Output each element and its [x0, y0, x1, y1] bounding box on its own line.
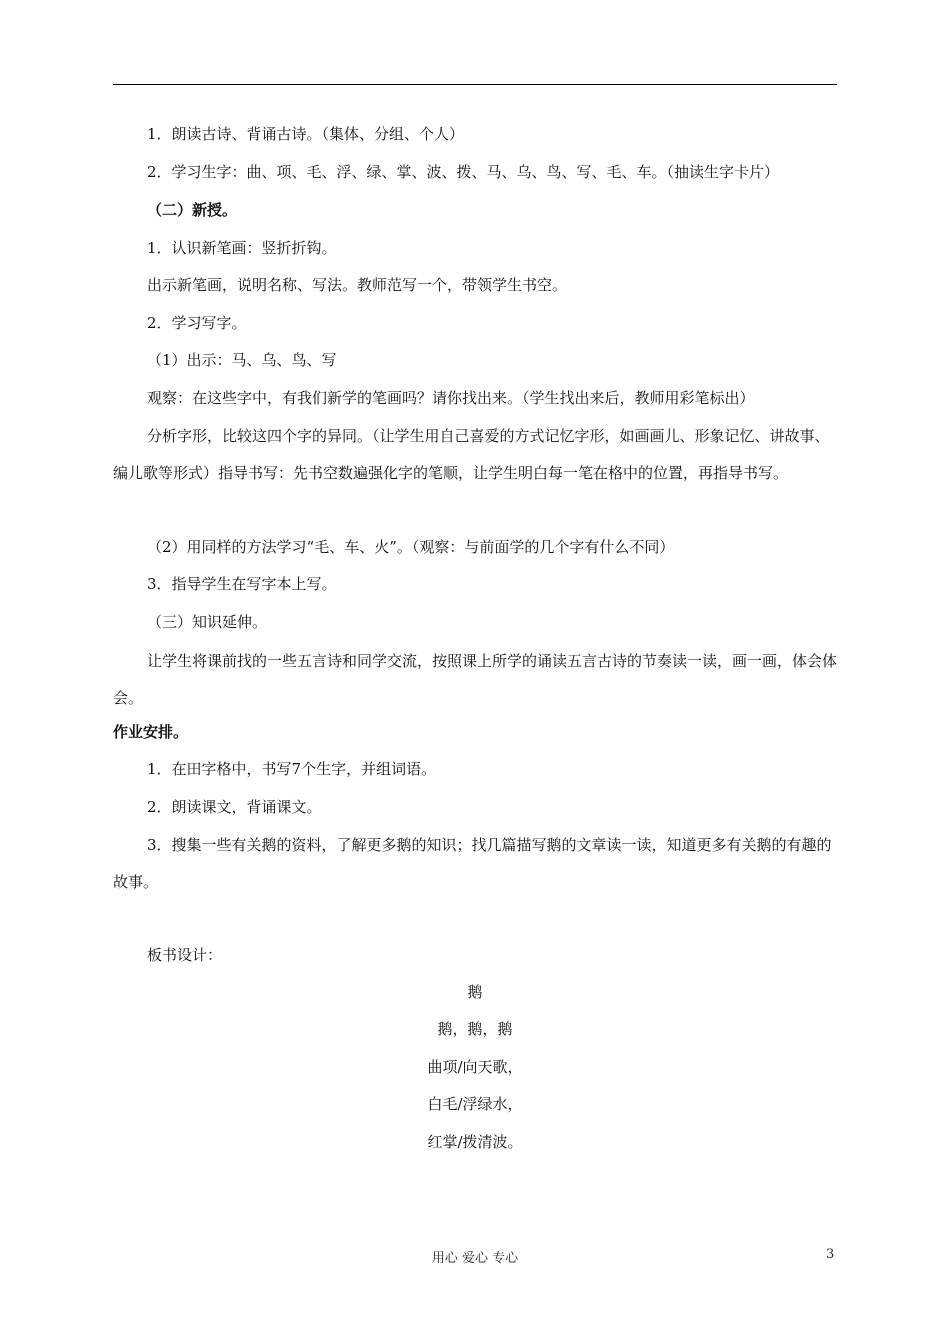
paragraph: 让学生将课前找的一些五言诗和同学交流，按照课上所学的诵读五言古诗的节奏读一读，画一画，体会体会。 — [113, 652, 838, 707]
paragraph: 2．朗读课文，背诵课文。 — [147, 798, 322, 816]
section-heading: 作业安排。 — [113, 723, 189, 741]
board-line: 鹅，鹅，鹅 — [437, 1020, 513, 1038]
board-line: 白毛/浮绿水， — [427, 1095, 523, 1113]
paragraph: （三）知识延伸。 — [147, 613, 268, 631]
paragraph: 2．学习写字。 — [147, 314, 247, 332]
paragraph: 2．学习生字：曲、项、毛、浮、绿、掌、波、拨、马、乌、鸟、写、毛、车。（抽读生字卡片） — [147, 163, 780, 181]
page-number: 3 — [826, 1247, 835, 1262]
paragraph: 1．朗读古诗、背诵古诗。（集体、分组、个人） — [147, 125, 465, 143]
paragraph: 1．认识新笔画：竖折折钩。 — [147, 239, 337, 257]
paragraph: 板书设计： — [147, 946, 223, 964]
paragraph: 1．在田字格中，书写7个生字，并组词语。 — [147, 760, 437, 778]
paragraph: 3．指导学生在写字本上写。 — [147, 575, 337, 593]
board-title: 鹅 — [467, 983, 483, 1001]
board-line: 红掌/拨清波。 — [427, 1133, 523, 1151]
footer-text: 用心 爱心 专心 — [431, 1251, 519, 1266]
paragraph: 观察：在这些字中，有我们新学的笔画吗？请你找出来。（学生找出来后，教师用彩笔标出） — [147, 389, 755, 407]
board-line: 曲项/向天歌， — [427, 1058, 523, 1076]
paragraph: 出示新笔画，说明名称、写法。教师范写一个，带领学生书空。 — [147, 276, 568, 294]
paragraph: （2）用同样的方法学习“毛、车、火”。（观察：与前面学的几个字有什么不同） — [147, 538, 675, 556]
paragraph: 3．搜集一些有关鹅的资料，了解更多鹅的知识；找几篇描写鹅的文章读一读，知道更多有关鹅的有趣的故事。 — [113, 836, 832, 891]
header-rule — [113, 84, 837, 85]
section-heading: （二）新授。 — [147, 201, 238, 219]
paragraph: （1）出示：马、乌、鸟、写 — [147, 351, 337, 369]
paragraph: 分析字形，比较这四个字的异同。（让学生用自己喜爱的方式记忆字形，如画画儿、形象记忆、讲故事、编儿歌等形式）指导书写：先书空数遍强化字的笔顺，让学生明白每一笔在格中的位置，再指导书写。 — [113, 427, 830, 482]
